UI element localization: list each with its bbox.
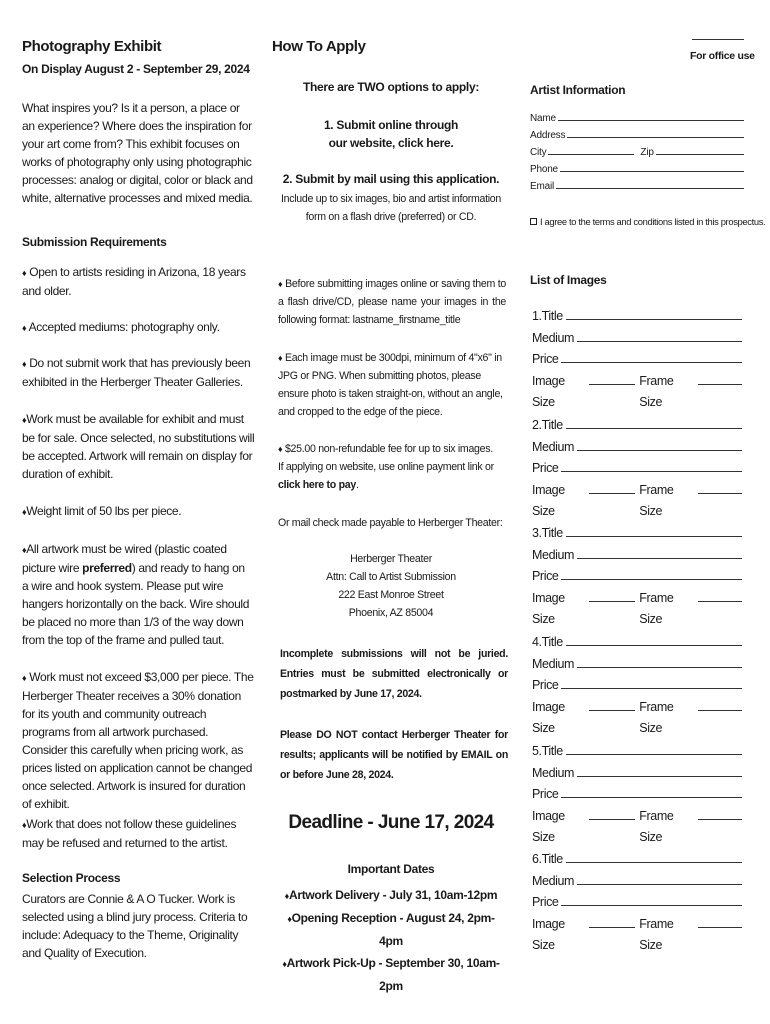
medium-field[interactable] bbox=[532, 328, 742, 350]
requirement-text: Accepted mediums: photography only. bbox=[28, 320, 220, 334]
image-size-line[interactable] bbox=[589, 916, 635, 928]
title-field[interactable] bbox=[532, 415, 742, 437]
frame-size-line[interactable] bbox=[698, 916, 742, 928]
price-line[interactable] bbox=[561, 677, 742, 689]
requirement-text: Do not submit work that has previously been exhibited in the Herberger Theater Galleries. bbox=[22, 356, 251, 389]
name-field[interactable] bbox=[530, 110, 744, 127]
frame-size-line[interactable] bbox=[698, 808, 742, 820]
city-line[interactable] bbox=[548, 145, 634, 155]
image-size-label: Image Size bbox=[532, 590, 565, 626]
frame-size-line[interactable] bbox=[698, 482, 742, 494]
medium-label: Medium bbox=[532, 873, 575, 888]
frame-size-line[interactable] bbox=[698, 590, 742, 602]
requirement-item bbox=[22, 263, 254, 300]
image-entry-6 bbox=[532, 849, 742, 957]
requirement-emphasis: preferred bbox=[82, 561, 132, 575]
requirement-item bbox=[22, 540, 252, 649]
selection-process-heading: Selection Process bbox=[22, 871, 121, 885]
address-line[interactable] bbox=[567, 128, 744, 138]
date-item bbox=[278, 952, 504, 997]
image-size-line[interactable] bbox=[589, 482, 635, 494]
name-label: Name bbox=[530, 113, 556, 124]
option-online-link[interactable]: 1. Submit online through our website, click here. bbox=[323, 118, 459, 150]
requirement-item bbox=[22, 354, 254, 391]
frame-size-label: Frame Size bbox=[639, 699, 674, 735]
frame-size-label: Frame Size bbox=[639, 482, 674, 518]
price-line[interactable] bbox=[561, 351, 742, 363]
option-mail-note: Include up to six images, bio and artist information form on a flash drive (preferred) or CD. bbox=[281, 193, 501, 223]
important-dates-heading: Important Dates bbox=[347, 862, 435, 876]
title-line[interactable] bbox=[566, 634, 742, 646]
requirement-item bbox=[22, 410, 258, 483]
bullet-icon: ♦ bbox=[287, 914, 292, 924]
office-use-label: For office use bbox=[690, 50, 755, 62]
medium-label: Medium bbox=[532, 547, 575, 562]
size-field[interactable] bbox=[532, 806, 742, 849]
requirement-text: Work must not exceed $3,000 per piece. The Herberger Theater receives a 30% donation for its youth and community outreach programs from all artwork purchased. Consider this carefully when pricing work, as prices listed on application cannot be changed once selected. Artwork is insured for duration of exhibit. bbox=[22, 670, 254, 811]
requirement-text: Work must be available for exhibit and must be for sale. Once selected, no substitutions will be accepted. Artwork will remain on display for duration of exhibit. bbox=[22, 412, 255, 481]
image-size-label: Image Size bbox=[532, 808, 565, 844]
medium-line[interactable] bbox=[577, 547, 742, 559]
image-entry-5 bbox=[532, 741, 742, 849]
image-size-line[interactable] bbox=[589, 373, 635, 385]
zip-line[interactable] bbox=[656, 145, 744, 155]
how-to-apply-heading: How To Apply bbox=[272, 38, 366, 55]
price-line[interactable] bbox=[561, 568, 742, 580]
medium-label: Medium bbox=[532, 439, 575, 454]
display-dates: On Display August 2 - September 29, 2024 bbox=[22, 62, 250, 76]
requirement-item bbox=[22, 318, 254, 337]
zip-label: Zip bbox=[640, 147, 654, 158]
medium-field[interactable] bbox=[532, 545, 742, 567]
address-field[interactable] bbox=[530, 127, 744, 144]
medium-line[interactable] bbox=[577, 873, 742, 885]
frame-size-line[interactable] bbox=[698, 373, 742, 385]
title-field[interactable] bbox=[532, 741, 742, 763]
title-line[interactable] bbox=[566, 417, 742, 429]
bullet-icon: ♦ bbox=[22, 545, 27, 555]
medium-line[interactable] bbox=[577, 765, 742, 777]
requirement-text: Work that does not follow these guidelines may be refused and returned to the artist. bbox=[22, 817, 237, 850]
email-line[interactable] bbox=[556, 179, 744, 189]
bullet-icon: ♦ bbox=[22, 323, 27, 333]
date-text: Artwork Delivery - July 31, 10am-12pm bbox=[288, 888, 498, 902]
submission-requirements-heading: Submission Requirements bbox=[22, 235, 167, 249]
medium-label: Medium bbox=[532, 330, 575, 345]
image-size-label: Image Size bbox=[532, 373, 565, 409]
phone-line[interactable] bbox=[560, 162, 744, 172]
price-field[interactable] bbox=[532, 675, 742, 697]
title-label: 6.Title bbox=[532, 852, 563, 866]
price-field[interactable] bbox=[532, 566, 742, 588]
price-label: Price bbox=[532, 787, 559, 801]
option-online[interactable] bbox=[316, 116, 466, 152]
phone-field[interactable] bbox=[530, 161, 744, 178]
medium-field[interactable] bbox=[532, 437, 742, 459]
size-field[interactable] bbox=[532, 480, 742, 523]
price-label: Price bbox=[532, 352, 559, 366]
requirement-item bbox=[22, 668, 254, 813]
agree-text: I agree to the terms and conditions listed in this prospectus. bbox=[540, 216, 766, 227]
city-label: City bbox=[530, 147, 547, 158]
selection-process-text: Curators are Connie & A O Tucker. Work is selected using a blind jury process. Criteria to include: Adequacy to the Theme, Originality and Quality of Execution. bbox=[22, 892, 248, 960]
date-text: Artwork Pick-Up - September 30, 10am-2pm bbox=[286, 956, 500, 993]
image-entry-3 bbox=[532, 523, 742, 631]
frame-size-label: Frame Size bbox=[639, 916, 674, 952]
agree-terms[interactable] bbox=[530, 216, 766, 227]
image-size-line[interactable] bbox=[589, 590, 635, 602]
exhibit-title: Photography Exhibit bbox=[22, 38, 162, 55]
email-field[interactable] bbox=[530, 178, 744, 195]
bullet-icon: ♦ bbox=[22, 359, 27, 369]
size-field[interactable] bbox=[532, 371, 742, 414]
two-options-text: There are TWO options to apply: bbox=[302, 80, 480, 94]
medium-line[interactable] bbox=[577, 656, 742, 668]
image-entry-4 bbox=[532, 632, 742, 740]
size-field[interactable] bbox=[532, 914, 742, 957]
address-line: 222 East Monroe Street bbox=[338, 589, 444, 601]
title-field[interactable] bbox=[532, 632, 742, 654]
requirement-text: Weight limit of 50 lbs per piece. bbox=[26, 504, 182, 518]
option-mail: 2. Submit by mail using this application. bbox=[282, 172, 500, 186]
medium-field[interactable] bbox=[532, 654, 742, 676]
image-specifications bbox=[278, 349, 506, 421]
email-label: Email bbox=[530, 181, 555, 192]
price-label: Price bbox=[532, 569, 559, 583]
requirement-item bbox=[22, 502, 254, 521]
price-field[interactable] bbox=[532, 784, 742, 806]
do-not-contact-note: Please DO NOT contact Herberger Theater for results; applicants will be notified by EMAIL on or before June 28, 2024. bbox=[280, 729, 508, 781]
date-text: Opening Reception - August 24, 2pm-4pm bbox=[291, 911, 495, 948]
requirement-item bbox=[22, 815, 258, 852]
fee-info bbox=[278, 440, 500, 494]
title-label: 1.Title bbox=[532, 309, 563, 323]
medium-line[interactable] bbox=[577, 330, 742, 342]
date-item bbox=[278, 907, 504, 952]
title-field[interactable] bbox=[532, 849, 742, 871]
bullet-icon: ♦ bbox=[278, 279, 283, 289]
size-field[interactable] bbox=[532, 588, 742, 631]
title-label: 5.Title bbox=[532, 744, 563, 758]
intro-paragraph: What inspires you? Is it a person, a place or an experience? Where does the inspiration for your art come from? This exhibit focuses on works of photography only using photographic processes: analog or digital, color or black and white, alternative processes and mixed media. bbox=[22, 101, 253, 205]
image-size-label: Image Size bbox=[532, 916, 565, 952]
bullet-icon: ♦ bbox=[22, 820, 27, 830]
title-line[interactable] bbox=[566, 308, 742, 320]
medium-field[interactable] bbox=[532, 763, 742, 785]
title-field[interactable] bbox=[532, 306, 742, 328]
mailing-address bbox=[278, 550, 504, 622]
name-line[interactable] bbox=[558, 111, 744, 121]
bullet-icon: ♦ bbox=[22, 415, 27, 425]
title-label: 3.Title bbox=[532, 526, 563, 540]
medium-line[interactable] bbox=[577, 439, 742, 451]
price-line[interactable] bbox=[561, 786, 742, 798]
pay-link[interactable]: click here to pay bbox=[278, 479, 356, 491]
medium-label: Medium bbox=[532, 765, 575, 780]
title-label: 4.Title bbox=[532, 635, 563, 649]
address-line: Herberger Theater bbox=[350, 553, 432, 565]
requirement-text: Open to artists residing in Arizona, 18 years and older. bbox=[22, 265, 246, 298]
office-use-line bbox=[692, 39, 744, 40]
frame-size-label: Frame Size bbox=[639, 590, 674, 626]
medium-label: Medium bbox=[532, 656, 575, 671]
image-entry-2 bbox=[532, 415, 742, 523]
bullet-icon: ♦ bbox=[284, 891, 289, 901]
incomplete-submissions-note: Incomplete submissions will not be juried. Entries must be submitted electronically or postmarked by June 17, 2024. bbox=[280, 648, 508, 700]
price-field[interactable] bbox=[532, 458, 742, 480]
list-of-images-heading: List of Images bbox=[530, 273, 607, 287]
title-field[interactable] bbox=[532, 523, 742, 545]
title-line[interactable] bbox=[566, 743, 742, 755]
image-size-line[interactable] bbox=[589, 699, 635, 711]
fee-period: . bbox=[355, 479, 359, 491]
naming-text: Before submitting images online or saving them to a flash drive/CD, please name your images in the following format: lastname_firstname_title bbox=[278, 278, 506, 326]
image-entry-1 bbox=[532, 306, 742, 414]
bullet-icon: ♦ bbox=[278, 444, 283, 454]
address-label: Address bbox=[530, 130, 566, 141]
image-size-label: Image Size bbox=[532, 699, 565, 735]
size-field[interactable] bbox=[532, 697, 742, 740]
frame-size-line[interactable] bbox=[698, 699, 742, 711]
requirement-text: ) and ready to hang on a wire and hook system. Please put wire hangers horizontally on the back. Wire should be placed no more than 1/3 of the way down from the top of the frame and pulled taut. bbox=[22, 561, 250, 647]
title-line[interactable] bbox=[566, 851, 742, 863]
price-line[interactable] bbox=[561, 894, 742, 906]
address-line: Attn: Call to Artist Submission bbox=[326, 571, 456, 583]
fee-text: $25.00 non-refundable fee for up to six images. If applying on website, use online payment link or bbox=[278, 443, 494, 473]
deadline-heading: Deadline - June 17, 2024 bbox=[288, 812, 494, 833]
price-label: Price bbox=[532, 678, 559, 692]
requirement-text: All artwork must be wired (plastic coated picture wire bbox=[22, 542, 227, 575]
title-line[interactable] bbox=[566, 525, 742, 537]
mail-check-text: Or mail check made payable to Herberger Theater: bbox=[278, 517, 503, 529]
medium-field[interactable] bbox=[532, 871, 742, 893]
bullet-icon: ♦ bbox=[22, 673, 27, 683]
price-line[interactable] bbox=[561, 460, 742, 472]
image-specs-text: Each image must be 300dpi, minimum of 4"x6" in JPG or PNG. When submitting photos, please ensure photo is taken straight-on, without an angle, and cropped to the edge of the piece. bbox=[278, 352, 503, 418]
price-field[interactable] bbox=[532, 892, 742, 914]
title-label: 2.Title bbox=[532, 418, 563, 432]
date-item bbox=[278, 884, 504, 907]
image-size-label: Image Size bbox=[532, 482, 565, 518]
frame-size-label: Frame Size bbox=[639, 373, 674, 409]
price-label: Price bbox=[532, 461, 559, 475]
bullet-icon: ♦ bbox=[22, 507, 27, 517]
artist-information-heading: Artist Information bbox=[530, 83, 626, 97]
agree-checkbox[interactable] bbox=[530, 218, 537, 225]
bullet-icon: ♦ bbox=[282, 959, 287, 969]
bullet-icon: ♦ bbox=[22, 268, 27, 278]
important-dates-list bbox=[278, 884, 504, 997]
artist-info-form bbox=[530, 110, 744, 195]
address-line: Phoenix, AZ 85004 bbox=[348, 607, 434, 619]
image-size-line[interactable] bbox=[589, 808, 635, 820]
naming-instructions bbox=[278, 275, 506, 329]
price-field[interactable] bbox=[532, 349, 742, 371]
phone-label: Phone bbox=[530, 164, 558, 175]
city-zip-field[interactable] bbox=[530, 144, 744, 161]
price-label: Price bbox=[532, 895, 559, 909]
bullet-icon: ♦ bbox=[278, 353, 283, 363]
frame-size-label: Frame Size bbox=[639, 808, 674, 844]
